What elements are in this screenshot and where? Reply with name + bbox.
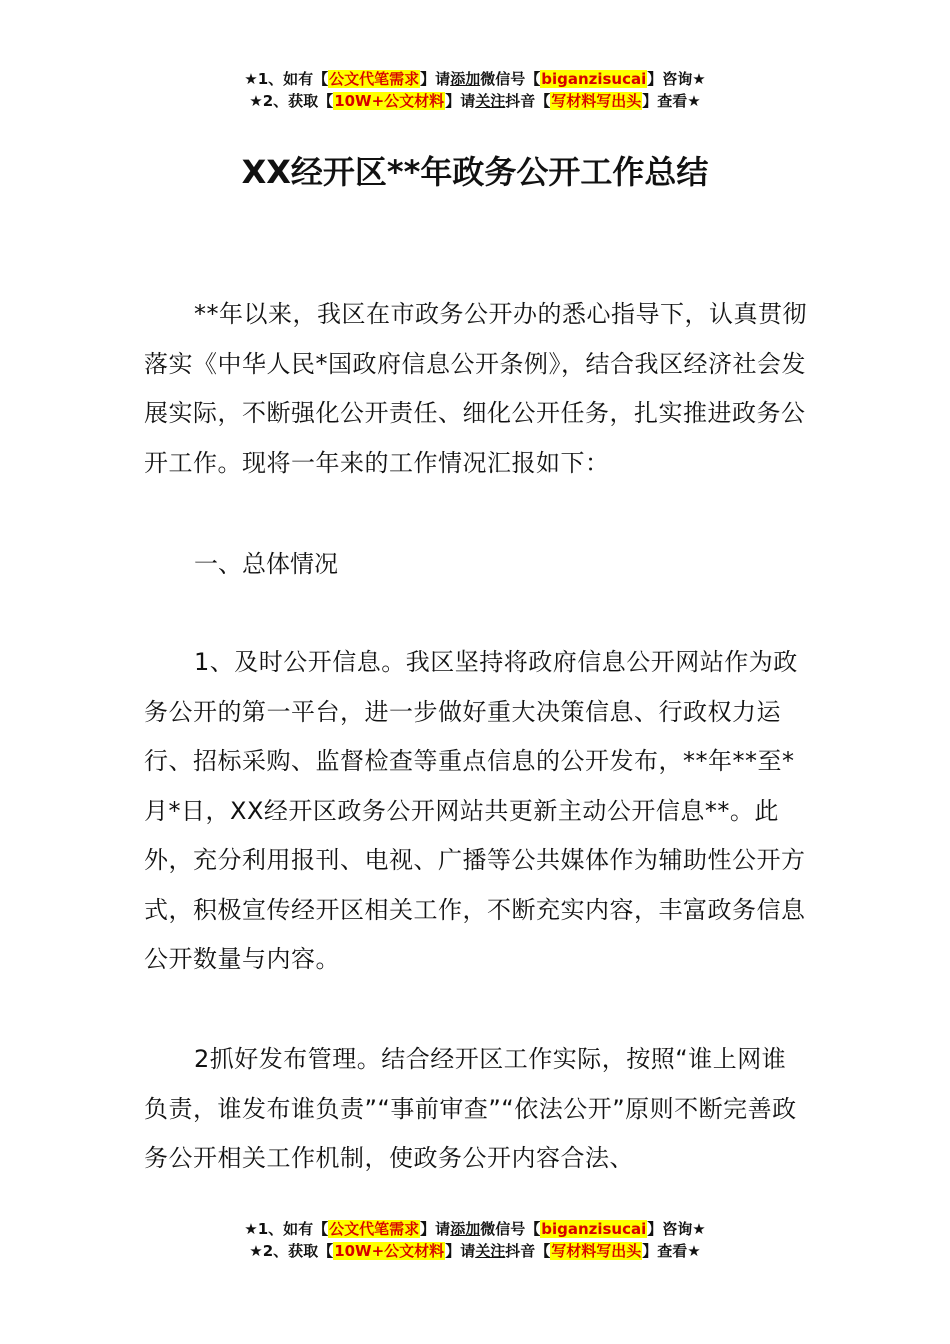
banner-text: ★2、获取【 [249, 1242, 334, 1260]
banner-text: 】咨询★ [647, 1220, 706, 1238]
banner-text: 】请 [420, 1220, 451, 1238]
document-title: XX经开区**年政务公开工作总结 [241, 153, 709, 191]
banner-text: 抖音【 [505, 1242, 551, 1260]
banner-line-1 [0, 68, 950, 90]
section-heading: 一、总体情况 [194, 550, 338, 578]
banner-text: ★1、如有【 [244, 70, 329, 88]
banner-text: ★1、如有【 [244, 1220, 329, 1238]
banner-text: 】咨询★ [647, 70, 706, 88]
banner-line-1 [0, 1218, 950, 1240]
banner-highlight-douyin: 写材料写出头 [551, 1242, 642, 1260]
banner-highlight-materials: 10W+公文材料 [334, 92, 445, 110]
banner-underlined-text: 添加 [450, 1220, 481, 1238]
banner-highlight-materials: 10W+公文材料 [334, 1242, 445, 1260]
bottom-banner [0, 1218, 950, 1262]
paragraph-2-block [144, 1035, 808, 1184]
banner-highlight-wechat-id: biganzisucai [541, 1220, 647, 1238]
banner-line-2 [0, 1240, 950, 1262]
banner-text: 】查看★ [642, 92, 701, 110]
paragraph-1-block [144, 638, 808, 985]
banner-text: 】请 [420, 70, 451, 88]
intro-paragraph: **年以来，我区在市政务公开办的悉心指导下，认真贯彻落实《中华人民*国政府信息公开条例》，结合我区经济社会发展实际，不断强化公开责任、细化公开任务，扎实推进政务公开工作。现将一年来的工作情况汇报如下： [144, 300, 807, 477]
top-banner [0, 68, 950, 112]
banner-highlight-douyin: 写材料写出头 [551, 92, 642, 110]
banner-highlight-service: 公文代笔需求 [329, 1220, 420, 1238]
banner-underlined-text: 关注 [475, 92, 506, 110]
banner-text: 抖音【 [505, 92, 551, 110]
banner-text: ★2、获取【 [249, 92, 334, 110]
banner-text: 】请 [445, 92, 476, 110]
banner-text: 微信号【 [480, 1220, 541, 1238]
paragraph-1: 1、及时公开信息。我区坚持将政府信息公开网站作为政务公开的第一平台，进一步做好重大决策信息、行政权力运行、招标采购、监督检查等重点信息的公开发布，**年**至*月*日，XX经开区政务公开网站共更新主动公开信息**。此外，充分利用报刊、电视、广播等公共媒体作为辅助性公开方式，积极宣传经开区相关工作，不断充实内容，丰富政务信息公开数量与内容。 [144, 648, 806, 973]
banner-text: 】请 [445, 1242, 476, 1260]
banner-text: 】查看★ [642, 1242, 701, 1260]
banner-highlight-service: 公文代笔需求 [329, 70, 420, 88]
banner-underlined-text: 添加 [450, 70, 481, 88]
paragraph-2: 2抓好发布管理。结合经开区工作实际，按照“谁上网谁负责，谁发布谁负责”“事前审查”“依法公开”原则不断完善政务公开相关工作机制，使政务公开内容合法、 [144, 1045, 797, 1172]
intro-block [144, 290, 808, 488]
banner-highlight-wechat-id: biganzisucai [541, 70, 647, 88]
banner-underlined-text: 关注 [475, 1242, 506, 1260]
banner-text: 微信号【 [480, 70, 541, 88]
banner-line-2 [0, 90, 950, 112]
